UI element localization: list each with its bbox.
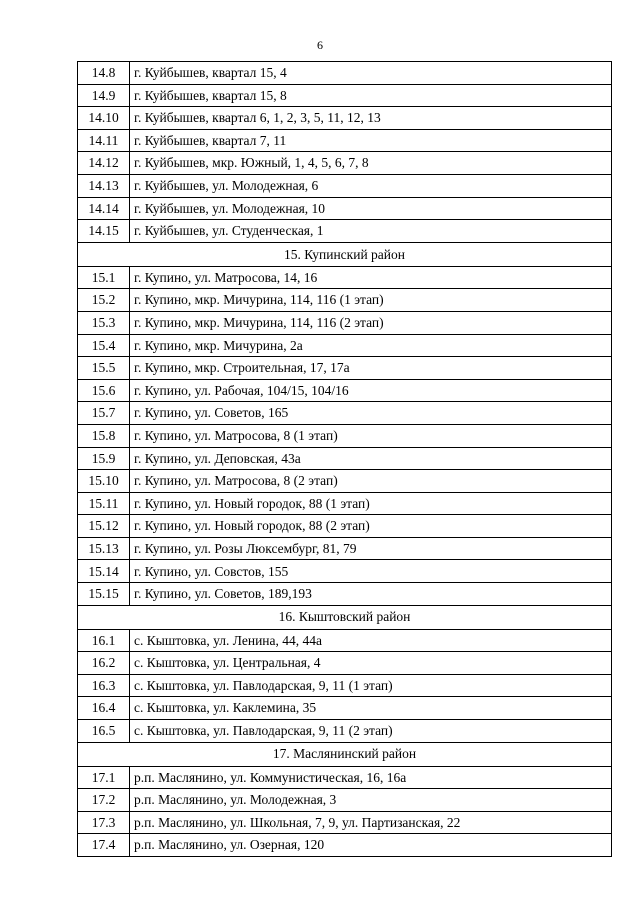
table-row [78,515,612,538]
item-number: 16.2 [78,652,130,675]
item-address: г. Куйбышев, мкр. Южный, 1, 4, 5, 6, 7, 8 [130,152,612,175]
item-number: 14.13 [78,174,130,197]
table-row [78,289,612,312]
item-number: 15.9 [78,447,130,470]
item-address: г. Купино, ул. Матросова, 8 (1 этап) [130,424,612,447]
item-address: с. Кыштовка, ул. Павлодарская, 9, 11 (2 этап) [130,720,612,743]
table-row [78,379,612,402]
table-row [78,652,612,675]
item-address: с. Кыштовка, ул. Ленина, 44, 44а [130,629,612,652]
table-row [78,84,612,107]
item-number: 15.12 [78,515,130,538]
item-number: 14.12 [78,152,130,175]
item-address: р.п. Маслянино, ул. Молодежная, 3 [130,789,612,812]
table-row [78,424,612,447]
item-address: г. Купино, ул. Советов, 189,193 [130,583,612,606]
item-number: 14.9 [78,84,130,107]
page-number: 6 [317,38,323,52]
item-address: г. Куйбышев, квартал 15, 8 [130,84,612,107]
item-number: 16.3 [78,674,130,697]
table-row [78,492,612,515]
table-row [78,674,612,697]
item-number: 15.5 [78,357,130,380]
section-header-row [78,742,612,766]
table-row [78,266,612,289]
item-address: с. Кыштовка, ул. Павлодарская, 9, 11 (1 этап) [130,674,612,697]
item-number: 15.4 [78,334,130,357]
table-row [78,766,612,789]
table-row [78,629,612,652]
item-number: 14.8 [78,62,130,85]
item-number: 15.3 [78,311,130,334]
item-address: г. Купино, ул. Советов, 165 [130,402,612,425]
table-row [78,697,612,720]
item-address: с. Кыштовка, ул. Центральная, 4 [130,652,612,675]
item-address: с. Кыштовка, ул. Каклемина, 35 [130,697,612,720]
item-number: 16.4 [78,697,130,720]
item-number: 15.6 [78,379,130,402]
item-number: 16.1 [78,629,130,652]
item-address: г. Купино, мкр. Мичурина, 2а [130,334,612,357]
item-number: 15.14 [78,560,130,583]
table-row [78,334,612,357]
item-number: 15.11 [78,492,130,515]
table-row [78,537,612,560]
table-row [78,583,612,606]
item-address: г. Купино, ул. Розы Люксембург, 81, 79 [130,537,612,560]
table-row [78,447,612,470]
item-number: 15.15 [78,583,130,606]
address-table [77,61,612,857]
table-row [78,720,612,743]
table-row [78,129,612,152]
section-title: 17. Маслянинский район [78,742,612,766]
table-row [78,560,612,583]
item-number: 15.13 [78,537,130,560]
item-number: 14.15 [78,220,130,243]
table-row [78,62,612,85]
table-row [78,357,612,380]
table-row [78,152,612,175]
table-row [78,174,612,197]
item-number: 15.10 [78,470,130,493]
item-address: г. Куйбышев, ул. Студенческая, 1 [130,220,612,243]
item-number: 17.1 [78,766,130,789]
table-row [78,107,612,130]
item-number: 15.2 [78,289,130,312]
table-row [78,470,612,493]
item-address: г. Купино, мкр. Мичурина, 114, 116 (2 этап) [130,311,612,334]
item-address: г. Куйбышев, квартал 15, 4 [130,62,612,85]
item-address: г. Купино, ул. Матросова, 14, 16 [130,266,612,289]
item-address: г. Куйбышев, квартал 6, 1, 2, 3, 5, 11, 12, 13 [130,107,612,130]
item-number: 14.14 [78,197,130,220]
item-number: 16.5 [78,720,130,743]
item-address: г. Купино, ул. Совстов, 155 [130,560,612,583]
item-address: г. Купино, ул. Деповская, 43а [130,447,612,470]
item-number: 17.4 [78,834,130,857]
item-address: г. Куйбышев, ул. Молодежная, 6 [130,174,612,197]
item-address: г. Куйбышев, ул. Молодежная, 10 [130,197,612,220]
address-table-body [78,62,612,857]
item-address: г. Куйбышев, квартал 7, 11 [130,129,612,152]
item-address: г. Купино, мкр. Мичурина, 114, 116 (1 этап) [130,289,612,312]
section-header-row [78,242,612,266]
table-row [78,311,612,334]
item-address: г. Купино, мкр. Строительная, 17, 17а [130,357,612,380]
table-row [78,220,612,243]
item-address: р.п. Маслянино, ул. Озерная, 120 [130,834,612,857]
item-address: г. Купино, ул. Матросова, 8 (2 этап) [130,470,612,493]
table-row [78,811,612,834]
table-row [78,789,612,812]
item-address: г. Купино, ул. Новый городок, 88 (2 этап) [130,515,612,538]
section-title: 16. Кыштовский район [78,605,612,629]
item-number: 15.1 [78,266,130,289]
item-number: 15.7 [78,402,130,425]
item-number: 15.8 [78,424,130,447]
item-number: 14.11 [78,129,130,152]
section-title: 15. Купинский район [78,242,612,266]
item-number: 17.2 [78,789,130,812]
item-number: 17.3 [78,811,130,834]
item-address: р.п. Маслянино, ул. Школьная, 7, 9, ул. Партизанская, 22 [130,811,612,834]
item-number: 14.10 [78,107,130,130]
section-header-row [78,605,612,629]
table-row [78,402,612,425]
item-address: г. Купино, ул. Новый городок, 88 (1 этап) [130,492,612,515]
item-address: р.п. Маслянино, ул. Коммунистическая, 16, 16а [130,766,612,789]
item-address: г. Купино, ул. Рабочая, 104/15, 104/16 [130,379,612,402]
table-row [78,834,612,857]
table-row [78,197,612,220]
